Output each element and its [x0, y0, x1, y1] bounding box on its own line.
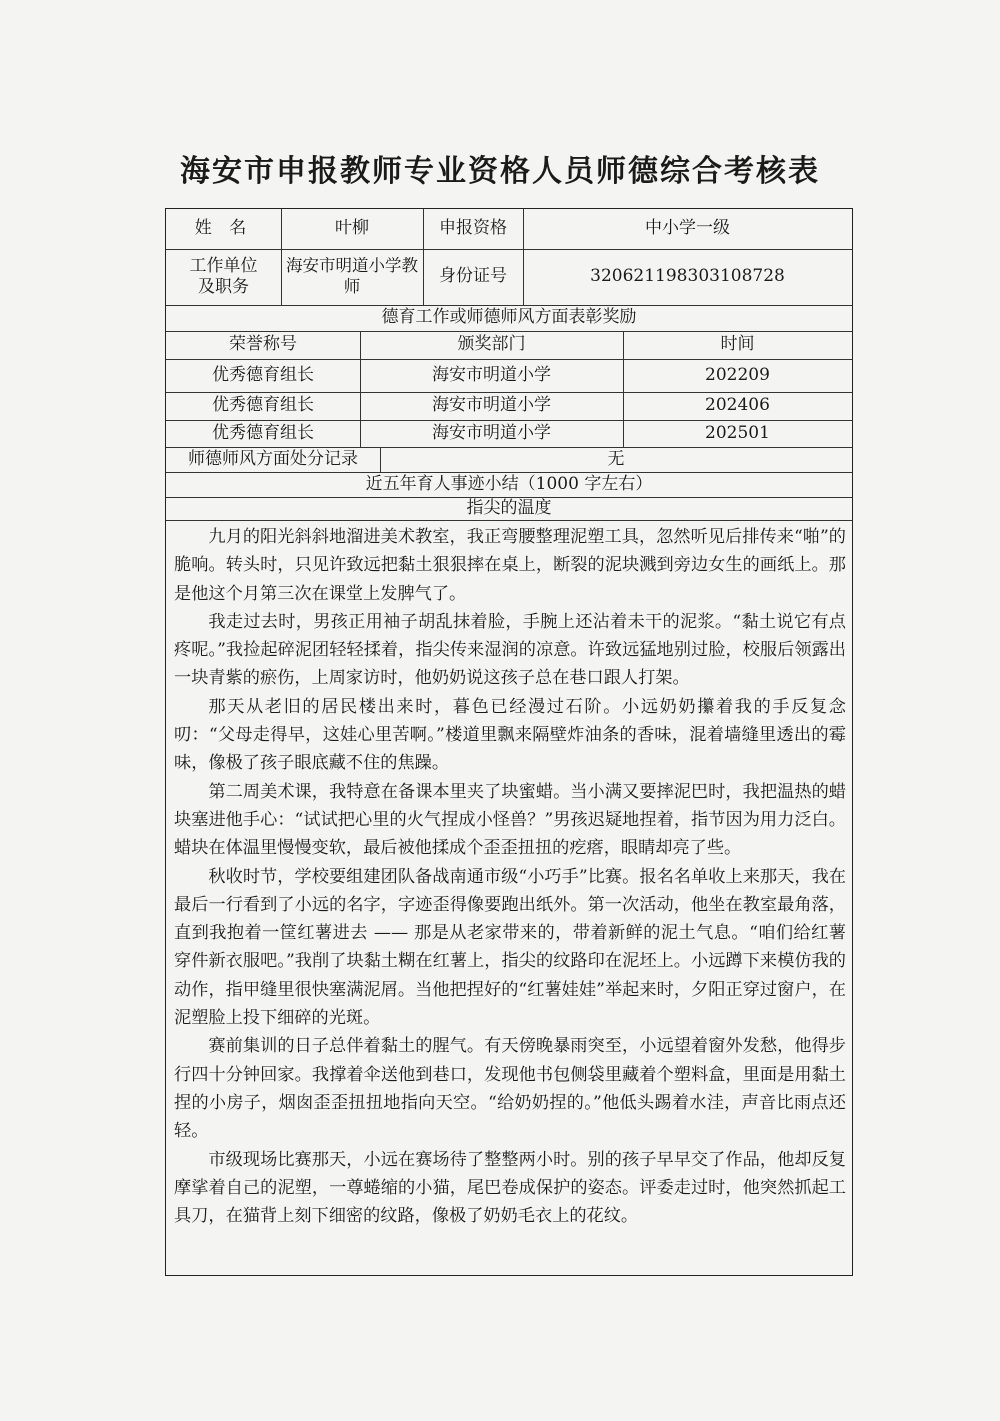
essay-paragraph: 那天从老旧的居民楼出来时，暮色已经漫过石阶。小远奶奶攥着我的手反复念叨：“父母走得早，这娃心里苦啊。”楼道里飘来隔壁炸油条的香味，混着墙缝里透出的霉味，像极了孩子眼底藏不住的焦躁。 — [174, 696, 846, 774]
penalty-value: 无 — [607, 448, 625, 469]
qualification-value: 中小学一级 — [645, 218, 730, 239]
essay-title: 指尖的温度 — [466, 497, 552, 518]
award-honor: 优秀德育组长 — [212, 422, 314, 443]
award-time: 202501 — [705, 422, 770, 443]
award-dept: 海安市明道小学 — [432, 364, 551, 385]
id-value: 320621198303108728 — [590, 266, 785, 287]
essay-paragraph: 市级现场比赛那天，小远在赛场待了整整两小时。别的孩子早早交了作品，他却反复摩挲着自己的泥塑，一尊蜷缩的小猫，尾巴卷成保护的姿态。评委走过时，他突然抓起工具刀，在猫背上刻下细密的纹路，像极了奶奶毛衣上的花纹。 — [174, 1149, 846, 1227]
awards-section-title: 德育工作或师德师风方面表彰奖励 — [381, 307, 637, 328]
awards-header-time: 时间 — [720, 334, 755, 355]
essay-paragraph: 我走过去时，男孩正用袖子胡乱抹着脸，手腕上还沾着未干的泥浆。“黏土说它有点疼呢。”我捡起碎泥团轻轻揉着，指尖传来湿润的凉意。许致远猛地别过脸，校服后领露出一块青紫的瘀伤，上周家访时，他奶奶说这孩子总在巷口跟人打架。 — [174, 611, 846, 689]
essay-paragraph: 赛前集训的日子总伴着黏土的腥气。有天傍晚暴雨突至，小远望着窗外发愁，他得步行四十分钟回家。我撑着伞送他到巷口，发现他书包侧袋里藏着个塑料盒，里面是用黏土捏的小房子，烟囱歪歪扭扭地指向天空。“给奶奶捏的。”他低头踢着水洼，声音比雨点还轻。 — [174, 1036, 846, 1142]
essay-paragraph: 秋收时节，学校要组建团队备战南通市级“小巧手”比赛。报名名单收上来那天，我在最后一行看到了小远的名字，字迹歪得像要跑出纸外。第一次活动，他坐在教室最角落，直到我抱着一筐红薯进去 —— 那是从老家带来的，带着新鲜的泥土气息。“咱们给红薯穿件新衣服吧。”我削了块黏土糊在红薯上，指尖的纹路印在泥坯上。小远蹲下来模仿我的动作，指甲缝里很快塞满泥屑。当他把捏好的“红薯娃娃”举起来时，夕阳正穿过窗户，在泥塑脸上投下细碎的光斑。 — [174, 866, 846, 1029]
summary-section-title: 近五年育人事迹小结（1000 字左右） — [365, 473, 653, 494]
award-honor: 优秀德育组长 — [212, 364, 314, 385]
assessment-form — [165, 208, 853, 1276]
row-divider — [166, 520, 852, 521]
unit-label: 工作单位 及职务 — [189, 255, 258, 297]
essay-paragraph: 第二周美术课，我特意在备课本里夹了块蜜蜡。当小满又要摔泥巴时，我把温热的蜡块塞进他手心：“试试把心里的火气捏成小怪兽？”男孩迟疑地捏着，指节因为用力泛白。蜡块在体温里慢慢变软，最后被他揉成个歪歪扭扭的疙瘩，眼睛却亮了些。 — [174, 781, 846, 859]
award-time: 202209 — [705, 364, 770, 385]
name-label: 姓 名 — [194, 218, 253, 239]
essay-paragraph: 九月的阳光斜斜地溜进美术教室，我正弯腰整理泥塑工具，忽然听见后排传来“啪”的脆响。转头时，只见许致远把黏土狠狠摔在桌上，断裂的泥块溅到旁边女生的画纸上。那是他这个月第三次在课堂上发脾气了。 — [174, 527, 846, 604]
qualification-label: 申报资格 — [439, 218, 507, 239]
page-title: 海安市申报教师专业资格人员师德综合考核表 — [180, 154, 820, 189]
unit-value: 海安市明道小学教师 — [286, 256, 418, 296]
name-value: 叶柳 — [335, 218, 369, 239]
id-label: 身份证号 — [439, 266, 507, 287]
awards-header-honor: 荣誉称号 — [229, 334, 297, 355]
award-dept: 海安市明道小学 — [432, 422, 551, 443]
award-honor: 优秀德育组长 — [212, 395, 314, 416]
essay-body — [174, 523, 846, 1230]
penalty-label: 师德师风方面处分记录 — [188, 448, 358, 469]
award-dept: 海安市明道小学 — [432, 395, 551, 416]
award-time: 202406 — [705, 395, 770, 416]
awards-header-dept: 颁奖部门 — [457, 334, 526, 355]
